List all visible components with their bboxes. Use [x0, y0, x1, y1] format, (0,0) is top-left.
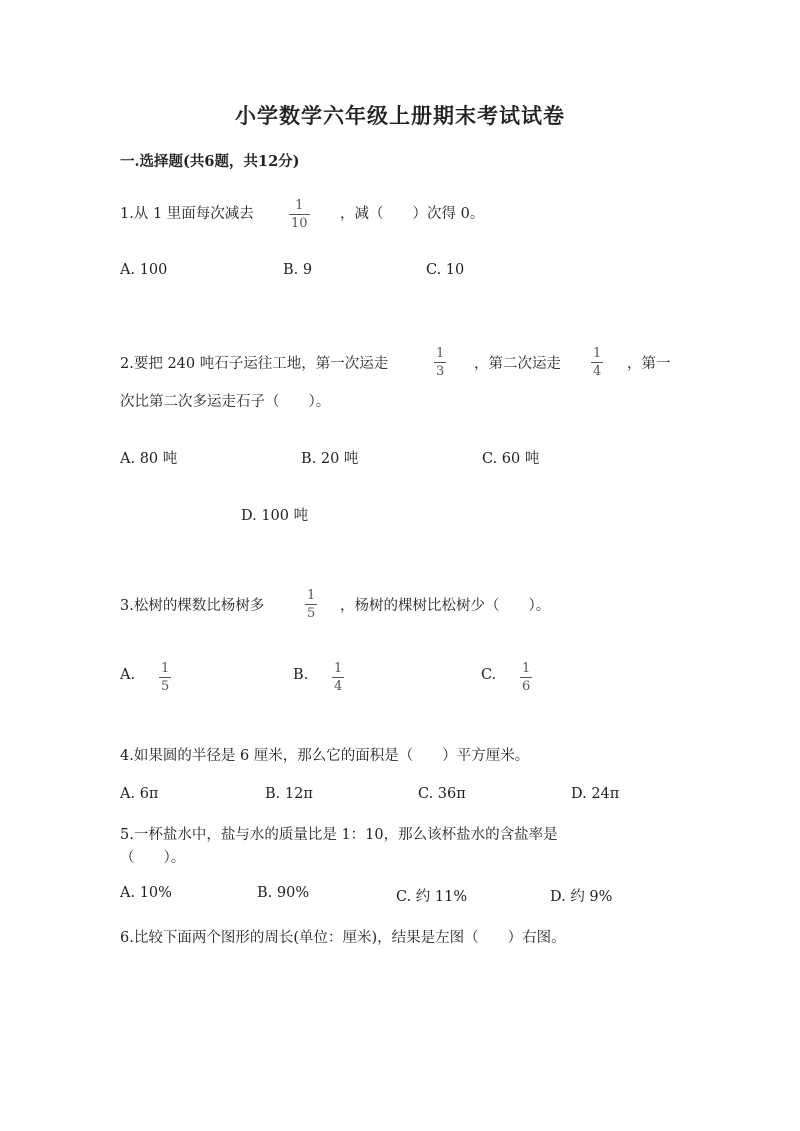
question-3-option-a[interactable]: A. [120, 667, 136, 683]
question-1-option-a[interactable]: A. 100 [120, 262, 168, 278]
question-3-option-c-fraction: 1 6 [522, 661, 531, 694]
question-2-stem: 2.要把 240 吨石子运往工地，第一次运走 [120, 356, 389, 372]
question-6-stem: 6.比较下面两个图形的周长(单位：厘米)，结果是左图（ ）右图。 [120, 930, 566, 946]
question-3-stem-end: ，杨树的棵树比松树少（ ）。 [340, 598, 551, 614]
question-5-option-a[interactable]: A. 10% [120, 885, 172, 901]
question-5-option-d[interactable]: D. 约 9% [550, 889, 613, 905]
question-1-fraction: 1 10 [291, 198, 308, 231]
question-3-option-c[interactable]: C. [481, 667, 497, 683]
question-2-stem-end: ，第一 [627, 356, 671, 372]
question-1-option-c[interactable]: C. 10 [426, 262, 465, 278]
question-2-option-a[interactable]: A. 80 吨 [120, 451, 178, 467]
question-5-option-b[interactable]: B. 90% [257, 885, 310, 901]
question-2-option-d[interactable]: D. 100 吨 [241, 508, 309, 524]
question-2-option-c[interactable]: C. 60 吨 [482, 451, 540, 467]
question-3-option-b-fraction: 1 4 [334, 661, 343, 694]
question-4-option-b[interactable]: B. 12π [265, 786, 313, 802]
question-2-stem-line-2: 次比第二次多运走石子（ ）。 [120, 394, 331, 410]
question-1-option-b[interactable]: B. 9 [283, 262, 313, 278]
page-title: 小学数学六年级上册期末考试试卷 [235, 103, 565, 128]
question-3-stem: 3.松树的棵数比杨树多 [120, 598, 265, 614]
question-3-option-a-fraction: 1 5 [161, 661, 170, 694]
question-5-stem: 5.一杯盐水中，盐与水的质量比是 1：10，那么该杯盐水的含盐率是 [120, 827, 558, 843]
question-1-stem-end: ，减（ ）次得 0。 [340, 206, 485, 222]
question-2-fraction-2: 1 4 [593, 346, 602, 379]
question-1-stem: 1.从 1 里面每次减去 [120, 206, 254, 222]
question-4-option-a[interactable]: A. 6π [120, 786, 159, 802]
question-2-fraction-1: 1 3 [436, 346, 445, 379]
question-2-option-b[interactable]: B. 20 吨 [301, 451, 359, 467]
question-5-option-c[interactable]: C. 约 11% [396, 889, 468, 905]
question-3-option-b[interactable]: B. [293, 667, 309, 683]
question-4-stem: 4.如果圆的半径是 6 厘米，那么它的面积是（ ）平方厘米。 [120, 748, 530, 764]
question-4-option-c[interactable]: C. 36π [418, 786, 466, 802]
question-4-option-d[interactable]: D. 24π [571, 786, 620, 802]
question-5-stem-line-2: （ ）。 [120, 850, 186, 866]
question-3-fraction: 1 5 [307, 588, 316, 621]
question-2-stem-mid: ，第二次运走 [474, 356, 561, 372]
section-heading: 一.选择题(共6题，共12分) [120, 153, 300, 170]
